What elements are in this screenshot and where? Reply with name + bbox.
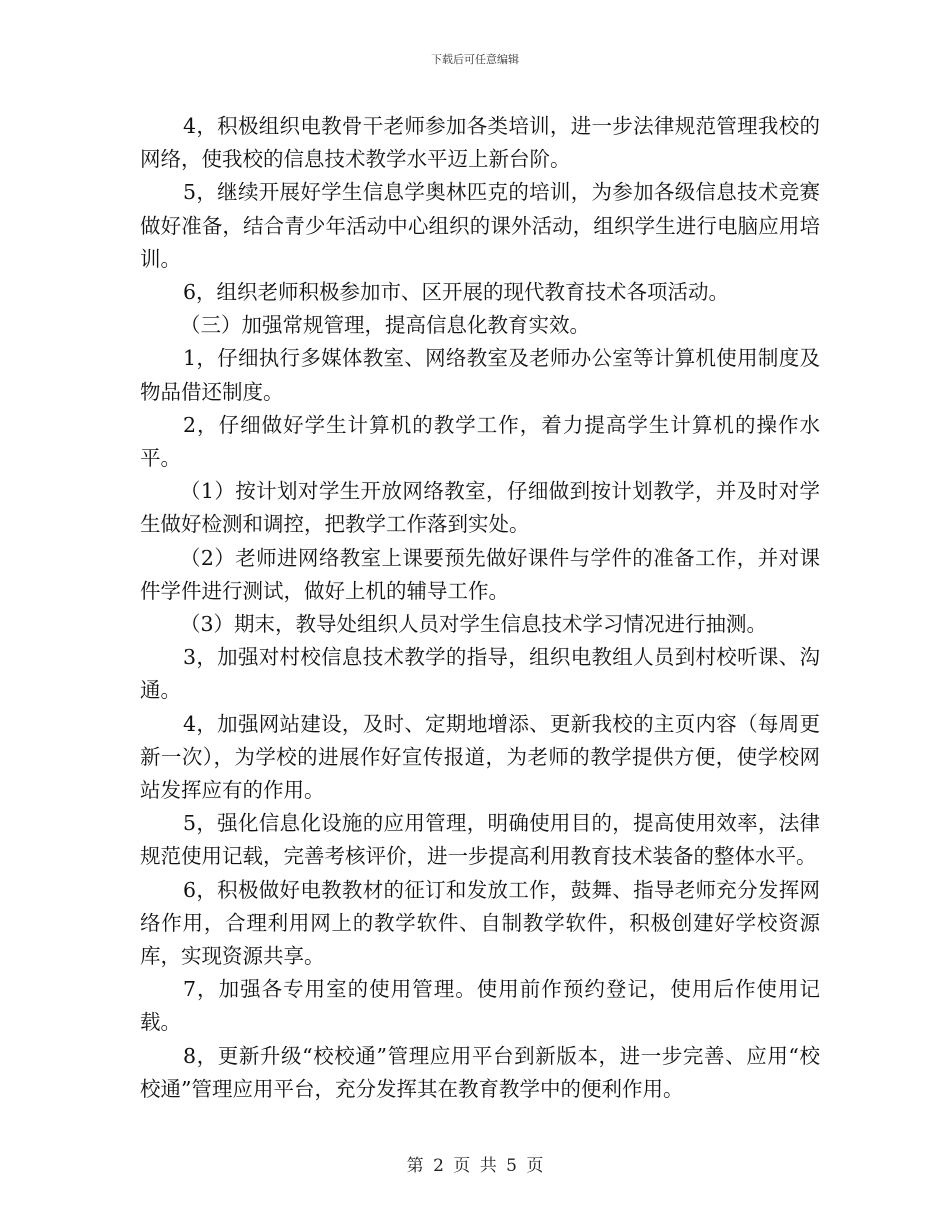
page-number: 第 2 页 共 5 页: [406, 1156, 544, 1176]
paragraph: 4，加强网站建设，及时、定期地增添、更新我校的主页内容（每周更新一次），为学校的进展作好宣传报道，为老师的教学提供方便，使学校网站发挥应有的作用。: [140, 711, 820, 803]
paragraph: 3，加强对村校信息技术教学的指导，组织电教组人员到村校听课、沟通。: [140, 645, 820, 703]
paragraph: 4，积极组织电教骨干老师参加各类培训，进一步法律规范管理我校的网络，使我校的信息技术教学水平迈上新台阶。: [140, 114, 820, 172]
paragraph: 5，强化信息化设施的应用管理，明确使用目的，提高使用效率，法律规范使用记载，完善考核评价，进一步提高利用教育技术装备的整体水平。: [140, 811, 820, 869]
page-header: 下载后可任意编辑: [431, 53, 519, 66]
paragraph: 6，组织老师积极参加市、区开展的现代教育技术各项活动。: [183, 280, 730, 305]
paragraph: （1）按计划对学生开放网络教室，仔细做到按计划教学，并及时对学生做好检测和调控，把教学工作落到实处。: [140, 479, 820, 537]
paragraph: 8，更新升级“校校通”管理应用平台到新版本，进一步完善、应用“校校通”管理应用平台，充分发挥其在教育教学中的便利作用。: [140, 1043, 820, 1101]
paragraph: 6，积极做好电教教材的征订和发放工作，鼓舞、指导老师充分发挥网络作用，合理利用网上的教学软件、自制教学软件，积极创建好学校资源库，实现资源共享。: [140, 877, 820, 969]
section-heading: （三）加强常规管理，提高信息化教育实效。: [180, 313, 590, 338]
paragraph: （2）老师进网络教室上课要预先做好课件与学件的准备工作，并对课件学件进行测试，做好上机的辅导工作。: [140, 545, 820, 603]
paragraph: 2，仔细做好学生计算机的教学工作，着力提高学生计算机的操作水平。: [140, 412, 820, 471]
paragraph: 1，仔细执行多媒体教室、网络教室及老师办公室等计算机使用制度及物品借还制度。: [140, 346, 820, 404]
paragraph: （3）期末，教导处组织人员对学生信息技术学习情况进行抽测。: [180, 612, 768, 637]
paragraph: 7，加强各专用室的使用管理。使用前作预约登记，使用后作使用记载。: [140, 977, 820, 1035]
document-body: [140, 110, 820, 1106]
paragraph: 5，继续开展好学生信息学奥林匹克的培训，为参加各级信息技术竞赛做好准备，结合青少年活动中心组织的课外活动，组织学生进行电脑应用培训。: [140, 180, 820, 271]
